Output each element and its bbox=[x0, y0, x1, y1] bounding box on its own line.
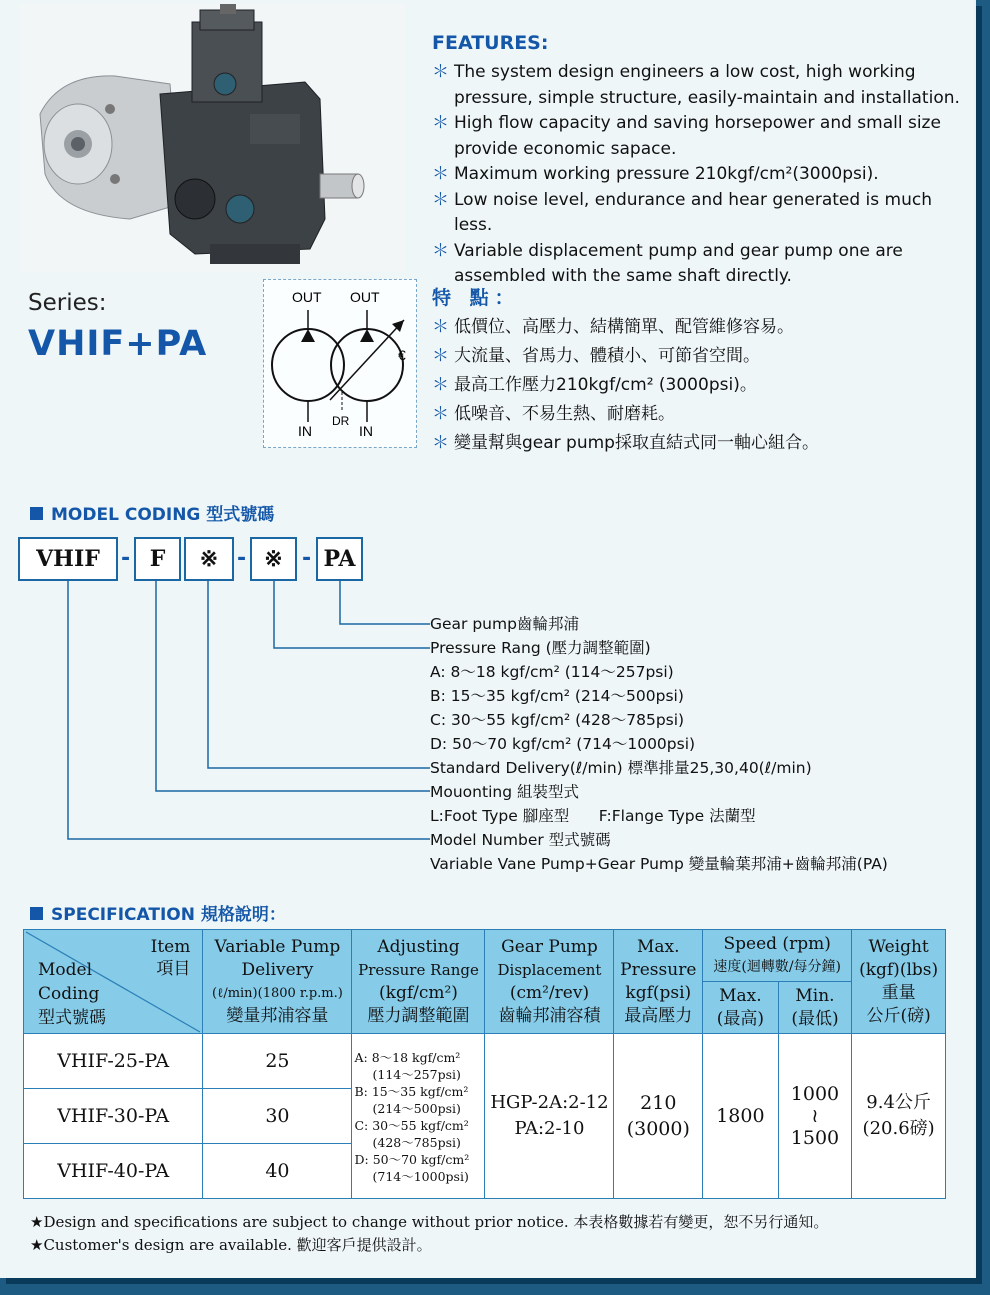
features-zh-title: 特 點： bbox=[432, 287, 520, 309]
features-zh-list bbox=[432, 313, 972, 458]
series-name: VHIF+PA bbox=[28, 324, 208, 364]
coding-descriptions bbox=[430, 612, 970, 876]
coding-line: Standard Delivery(ℓ/min) 標準排量25,30,40(ℓ/min) bbox=[430, 759, 812, 777]
code-box-pressure: ※ bbox=[250, 537, 297, 581]
header-item-model: Item 項目 Model Coding 型式號碼 bbox=[24, 930, 203, 1034]
speed-max-cell: 1800 bbox=[703, 1034, 779, 1199]
header-adjusting: Adjusting Pressure Range (kgf/cm²) 壓力調整範圍 bbox=[352, 930, 485, 1034]
specification-title: SPECIFICATION 規格說明： bbox=[30, 900, 286, 925]
note-custom: ★Customer's design are available. 歡迎客戶提供設計。 bbox=[30, 1236, 432, 1254]
specification-table bbox=[23, 929, 946, 1199]
weight-cell: 9.4公斤 (20.6磅) bbox=[852, 1034, 946, 1199]
note-change: ★Design and specifications are subject to change without prior notice. 本表格數據若有變更，恕不另行通知。 bbox=[30, 1213, 829, 1231]
feature-zh-item: ＊ 低價位、高壓力、結構簡單、配管維修容易。 bbox=[432, 317, 794, 337]
coding-line: D: 50～70 kgf/cm² (714～1000psi) bbox=[430, 735, 696, 753]
symbol-in-2: IN bbox=[359, 423, 373, 439]
feature-item: ＊ The system design engineers a low cost, high working pressure, simple structure, easily-maintain and installation. bbox=[432, 62, 960, 108]
pressure-ranges-cell: A: 8～18 kgf/cm² (114～257psi) B: 15～35 kgf/cm² (214～500psi) C: 30～55 kgf/cm² (428～785psi) D: 50～70 kgf/cm² (714～1000psi) bbox=[352, 1034, 485, 1199]
table-row: VHIF-25-PA 25 A: 8～18 kgf/cm² (114～257psi) B: 15～35 kgf/cm² (214～500psi) C: 30～55 kgf/cm² (428～785psi) D: 50～70 kgf/cm² (714～1000psi) HGP-2A:2-12 PA:2-10 210 (3000) 1800 1000 ≀ 1500 9.4公斤 (20.6磅) bbox=[24, 1034, 946, 1089]
series-label: Series: bbox=[28, 290, 107, 316]
code-box-mounting: F bbox=[134, 537, 181, 581]
code-box-gear: PA bbox=[316, 537, 363, 581]
table-row: VHIF-40-PA 40 bbox=[24, 1144, 946, 1199]
gear-disp-cell: HGP-2A:2-12 PA:2-10 bbox=[485, 1034, 614, 1199]
coding-line: L:Foot Type 腳座型 F:Flange Type 法蘭型 bbox=[430, 807, 756, 825]
code-box-delivery: ※ bbox=[184, 537, 234, 581]
symbol-out-1: OUT bbox=[292, 289, 322, 305]
coding-line: C: 30～55 kgf/cm² (428～785psi) bbox=[430, 711, 685, 729]
header-max-pressure: Max. Pressure kgf(psi) 最高壓力 bbox=[614, 930, 703, 1034]
header-speed: Speed (rpm) 速度(迴轉數/每分鐘) bbox=[703, 930, 852, 982]
feature-item: ＊ Maximum working pressure 210kgf/cm²(3000psi). bbox=[432, 164, 879, 184]
coding-line: Variable Vane Pump+Gear Pump 變量輪葉邦浦+齒輪邦浦(PA) bbox=[430, 855, 888, 873]
feature-zh-item: ＊ 最高工作壓力210kgf/cm² (3000psi)。 bbox=[432, 375, 757, 395]
feature-zh-item: ＊ 變量幫與gear pump採取直結式同一軸心組合。 bbox=[432, 433, 819, 453]
header-speed-min: Min. (最低) bbox=[778, 982, 852, 1034]
header-weight: Weight (kgf)(lbs) 重量 公斤(磅) bbox=[852, 930, 946, 1034]
coding-line: Model Number 型式號碼 bbox=[430, 831, 611, 849]
svg-text:€: € bbox=[398, 347, 406, 363]
header-delivery: Variable Pump Delivery (ℓ/min)(1800 r.p.m.) 變量邦浦容量 bbox=[203, 930, 352, 1034]
feature-zh-item: ＊ 低噪音、不易生熱、耐磨耗。 bbox=[432, 404, 675, 424]
coding-line: Gear pump齒輪邦浦 bbox=[430, 615, 579, 633]
coding-line: A: 8～18 kgf/cm² (114～257psi) bbox=[430, 663, 674, 681]
symbol-in-1: IN bbox=[298, 423, 312, 439]
coding-line: Mouonting 組裝型式 bbox=[430, 783, 579, 801]
header-gear: Gear Pump Displacement (cm²/rev) 齒輪邦浦容積 bbox=[485, 930, 614, 1034]
feature-zh-item: ＊ 大流量、省馬力、體積小、可節省空間。 bbox=[432, 346, 760, 366]
speed-min-cell: 1000 ≀ 1500 bbox=[778, 1034, 852, 1199]
coding-line: Pressure Rang (壓力調整範圍) bbox=[430, 639, 651, 657]
coding-line: B: 15～35 kgf/cm² (214～500psi) bbox=[430, 687, 684, 705]
features-title: FEATURES: bbox=[432, 32, 549, 54]
symbol-out-2: OUT bbox=[350, 289, 380, 305]
feature-item: ＊ Variable displacement pump and gear pump one are assembled with the same shaft directly. bbox=[432, 240, 903, 286]
model-coding-title: MODEL CODING 型式號碼 bbox=[30, 500, 274, 525]
code-box-vhif: VHIF bbox=[18, 537, 118, 581]
feature-item: ＊ Low noise level, endurance and hear generated is much less. bbox=[432, 189, 933, 235]
catalog-page: FEATURES: ＊ The system design engineers a low cost, high working pressure, simple structure, easily-maintain and installation. ＊ High flow capacity and saving horsepower and small size provide economic sapace. ＊ Maximum working pressure 210kgf/cm²(3000psi). ＊ Low noise level, endurance and hear generated is much less. ＊ Variable displacement pump and gear pump one are assembled with the same shaft directly. Series: VHIF+PA OUT OUT € IN IN DR 特 點： ＊ 低價位、高壓力、結構簡單、配管維修容易。 ＊ 大流量、省馬力、體積小、可節省空間。 ＊ 最高工作壓力210kgf/cm² (3000psi)。 ＊ 低噪音、不易生熱、耐磨耗。 ＊ 變量幫與gear pump採取直結式同一軸心組合。 MODEL CODING 型式號碼 VHIF - F - ※ ※ - PA Gear pump齒輪邦浦 Pressure Rang (壓力調整範圍) A: 8～18 kgf/cm² (114～257psi) B: 15～35 kgf/cm² (214～500psi) C: 30～55 kgf/cm² (428～785psi) D: 50～70 kgf/cm² (714～1000psi) Standard Delivery(ℓ/min) 標準排量25,30,40(ℓ/min) Mouonting 組裝型式 L:Foot Type 腳座型 F:Flange Type 法蘭型 Model Number 型式號碼 Variable Vane Pump+Gear Pump 變量輪葉邦浦+齒輪邦浦(PA) SPECIFICATION 規格說明： Item 項目 Model Coding 型式號碼 Variable Pump Delivery (ℓ/min)(1800 r.p.m.) 變量邦浦容量 Adjusting Pressure Range (kgf/cm²) 壓力調整範圍 Gear Pump Displacement (cm²/rev) 齒輪邦浦容積 Max. Pressure kgf(psi) 最高壓力 Speed (rpm) 速度(迴轉數/每分鐘) Weight (kgf)(lbs) 重量 公斤(磅) Max. (最高) Min. (最低) VHIF-25-PA 25 A: 8～18 kgf/cm² (114～257psi) B: 15～35 kgf/cm² (214～500psi) C: 30～55 kgf/cm² (428～785psi) D: 50～70 kgf/cm² (714～1000psi) HGP-2A:2-12 PA:2-10 210 (3000) 1800 1000 ≀ 1500 9.4公斤 (20.6磅) VHIF-30-PA 30 VHIF-40-PA 40 ★Design and specifications are subject to change without prior notice. 本表格數據若有變更，恕不另行通知。 ★Customer's design are available. 歡迎客戶提供設計。 bbox=[0, 0, 976, 1278]
coding-leader-lines bbox=[0, 580, 440, 850]
feature-item: ＊ High flow capacity and saving horsepower and small size provide economic sapace. bbox=[432, 113, 941, 159]
symbol-dr: DR bbox=[332, 414, 350, 428]
table-row: VHIF-30-PA 30 bbox=[24, 1089, 946, 1144]
header-speed-max: Max. (最高) bbox=[703, 982, 779, 1034]
pump-product-image bbox=[20, 4, 405, 272]
hydraulic-symbol bbox=[263, 279, 417, 448]
max-pressure-cell: 210 (3000) bbox=[614, 1034, 703, 1199]
features-list bbox=[432, 60, 972, 290]
